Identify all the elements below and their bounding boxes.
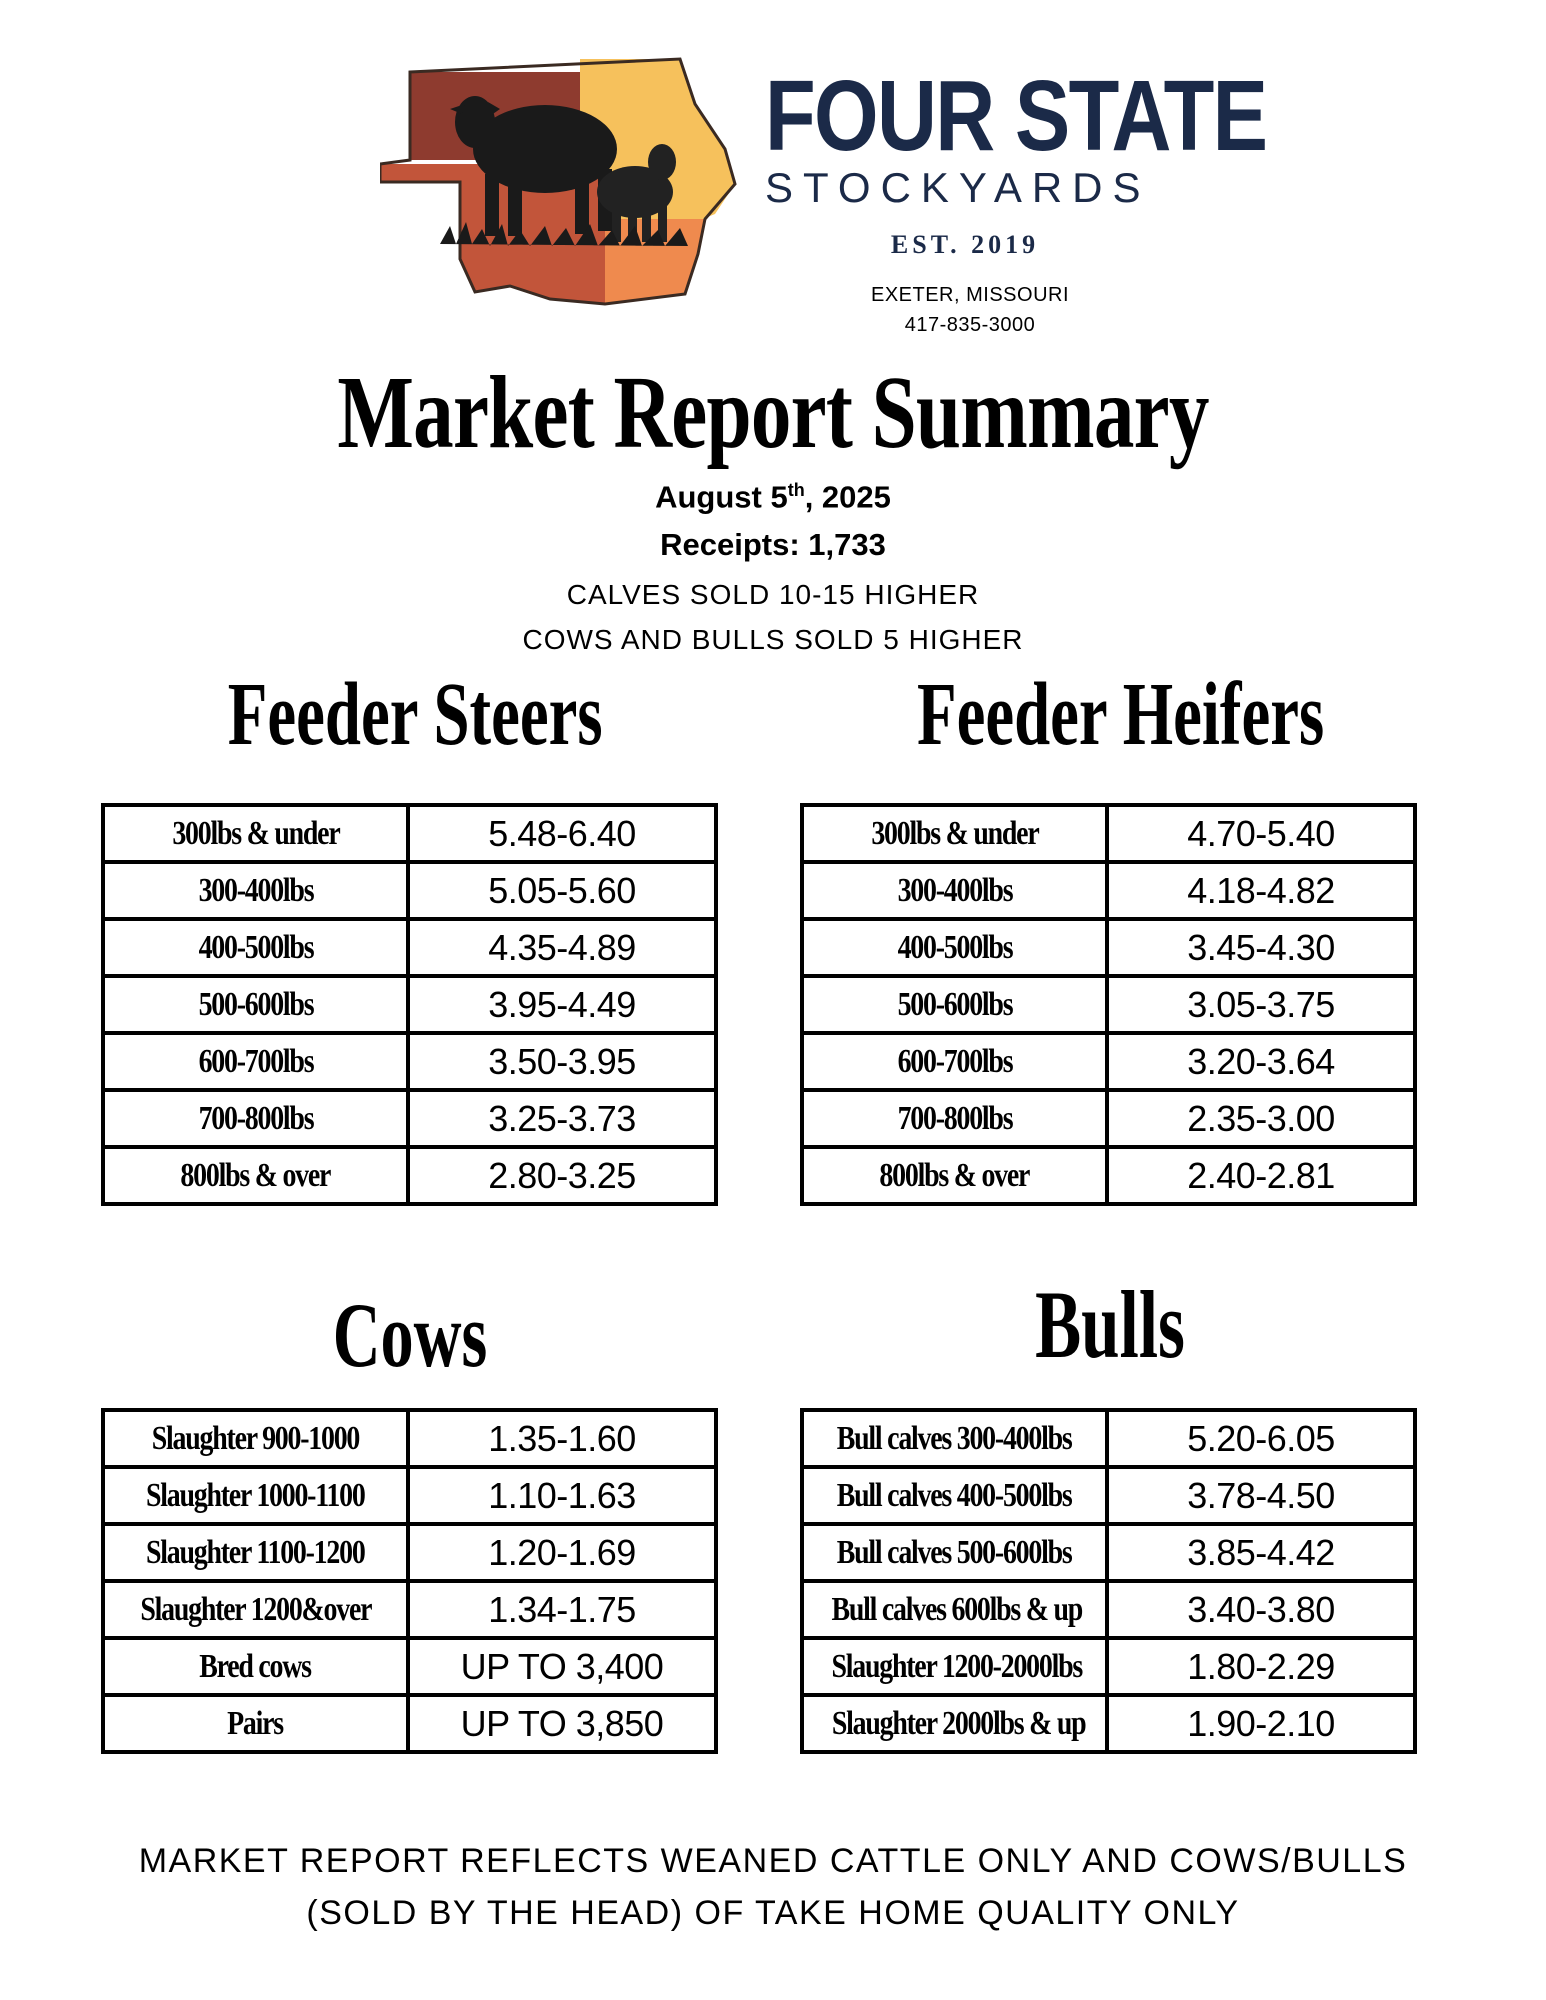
weight-label: 300lbs & under: [171, 814, 340, 852]
weight-label: 300-400lbs: [897, 871, 1012, 909]
date-year: , 2025: [804, 479, 891, 515]
price-range: 1.90-2.10: [1107, 1695, 1415, 1752]
brand-name-line2: STOCKYARDS: [765, 164, 1151, 211]
table-row: [103, 1090, 716, 1147]
bulls-table: [800, 1408, 1417, 1754]
weight-label: 600-700lbs: [198, 1042, 313, 1080]
table-row: [802, 1467, 1415, 1524]
weight-label: 400-500lbs: [198, 928, 313, 966]
table-row: [103, 1033, 716, 1090]
table-row: [802, 1090, 1415, 1147]
weight-label: 800lbs & over: [180, 1156, 331, 1194]
table-row: [802, 1524, 1415, 1581]
price-range: 3.78-4.50: [1107, 1467, 1415, 1524]
table-row: [103, 862, 716, 919]
weight-label: 700-800lbs: [897, 1099, 1012, 1137]
cows-bulls-market-note: COWS AND BULLS SOLD 5 HIGHER: [522, 624, 1024, 655]
table-row: [802, 1581, 1415, 1638]
receipts-count: Receipts: 1,733: [660, 527, 886, 562]
phone-text: 417-835-3000: [904, 314, 1036, 336]
weight-label: 400-500lbs: [897, 928, 1012, 966]
price-range: 2.40-2.81: [1107, 1147, 1415, 1204]
class-label: Slaughter 2000lbs & up: [831, 1704, 1086, 1742]
four-state-map-logo: [380, 54, 755, 314]
table-row: [103, 805, 716, 862]
table-row: [103, 919, 716, 976]
table-row: [802, 862, 1415, 919]
bulls-title: Bulls: [1035, 1271, 1185, 1378]
weight-label: 500-600lbs: [198, 985, 313, 1023]
price-range: 5.48-6.40: [408, 805, 716, 862]
price-range: 3.20-3.64: [1107, 1033, 1415, 1090]
date-prefix: August 5: [655, 479, 788, 515]
brand-block: [765, 60, 1267, 260]
table-row: [802, 1033, 1415, 1090]
price-range: 1.35-1.60: [408, 1410, 716, 1467]
price-range: 4.18-4.82: [1107, 862, 1415, 919]
price-range: UP TO 3,400: [408, 1638, 716, 1695]
footer-disclaimer-line1: MARKET REPORT REFLECTS WEANED CATTLE ONLY AND COWS/BULLS: [138, 1842, 1408, 1880]
page-title: Market Report Summary: [337, 355, 1209, 470]
table-row: [103, 1524, 716, 1581]
class-label: Slaughter 1200&over: [140, 1590, 371, 1628]
calves-market-note: CALVES SOLD 10-15 HIGHER: [566, 579, 980, 610]
class-label: Pairs: [227, 1704, 284, 1742]
table-row: [802, 1410, 1415, 1467]
table-row: [103, 976, 716, 1033]
table-row: [802, 805, 1415, 862]
weight-label: 300lbs & under: [870, 814, 1039, 852]
price-range: 3.85-4.42: [1107, 1524, 1415, 1581]
weight-label: 600-700lbs: [897, 1042, 1012, 1080]
class-label: Bull calves 300-400lbs: [837, 1419, 1072, 1457]
price-range: UP TO 3,850: [408, 1695, 716, 1752]
table-row: [103, 1147, 716, 1204]
price-range: 3.05-3.75: [1107, 976, 1415, 1033]
price-range: 4.70-5.40: [1107, 805, 1415, 862]
table-row: [802, 1638, 1415, 1695]
class-label: Slaughter 1000-1100: [146, 1476, 365, 1514]
weight-label: 700-800lbs: [198, 1099, 313, 1137]
class-label: Bull calves 500-600lbs: [837, 1533, 1072, 1571]
table-row: [103, 1695, 716, 1752]
weight-label: 300-400lbs: [198, 871, 313, 909]
brand-name-line1: FOUR STATE: [765, 60, 1267, 172]
cows-title: Cows: [332, 1284, 488, 1386]
feeder-heifers-title: Feeder Heifers: [917, 665, 1325, 764]
price-range: 1.10-1.63: [408, 1467, 716, 1524]
class-label: Slaughter 1200-2000lbs: [831, 1647, 1082, 1685]
table-row: [103, 1581, 716, 1638]
table-row: [103, 1467, 716, 1524]
weight-label: 800lbs & over: [879, 1156, 1030, 1194]
price-range: 2.80-3.25: [408, 1147, 716, 1204]
price-range: 3.45-4.30: [1107, 919, 1415, 976]
price-range: 3.40-3.80: [1107, 1581, 1415, 1638]
table-row: [802, 976, 1415, 1033]
price-range: 2.35-3.00: [1107, 1090, 1415, 1147]
class-label: Slaughter 900-1000: [151, 1419, 360, 1457]
table-row: [802, 919, 1415, 976]
table-row: [103, 1638, 716, 1695]
feeder-steers-table: [101, 803, 718, 1206]
price-range: 1.20-1.69: [408, 1524, 716, 1581]
price-range: 4.35-4.89: [408, 919, 716, 976]
weight-label: 500-600lbs: [897, 985, 1012, 1023]
footer-disclaimer-line2: (SOLD BY THE HEAD) OF TAKE HOME QUALITY ONLY: [306, 1894, 1240, 1932]
price-range: 5.20-6.05: [1107, 1410, 1415, 1467]
class-label: Bull calves 400-500lbs: [837, 1476, 1072, 1514]
price-range: 3.25-3.73: [408, 1090, 716, 1147]
city-text: EXETER, MISSOURI: [870, 284, 1070, 306]
table-row: [103, 1410, 716, 1467]
report-date: [0, 470, 1546, 517]
feeder-heifers-table: [800, 803, 1417, 1206]
price-range: 3.50-3.95: [408, 1033, 716, 1090]
class-label: Bull calves 600lbs & up: [831, 1590, 1083, 1628]
price-range: 1.80-2.29: [1107, 1638, 1415, 1695]
date-suffix: th: [787, 480, 805, 500]
price-range: 5.05-5.60: [408, 862, 716, 919]
established-year: EST. 2019: [890, 230, 1040, 259]
price-range: 3.95-4.49: [408, 976, 716, 1033]
feeder-steers-title: Feeder Steers: [227, 665, 603, 764]
cows-table: [101, 1408, 718, 1754]
table-row: [802, 1147, 1415, 1204]
table-row: [802, 1695, 1415, 1752]
location-block: [820, 280, 1120, 340]
class-label: Bred cows: [199, 1647, 312, 1685]
price-range: 1.34-1.75: [408, 1581, 716, 1638]
class-label: Slaughter 1100-1200: [146, 1533, 365, 1571]
